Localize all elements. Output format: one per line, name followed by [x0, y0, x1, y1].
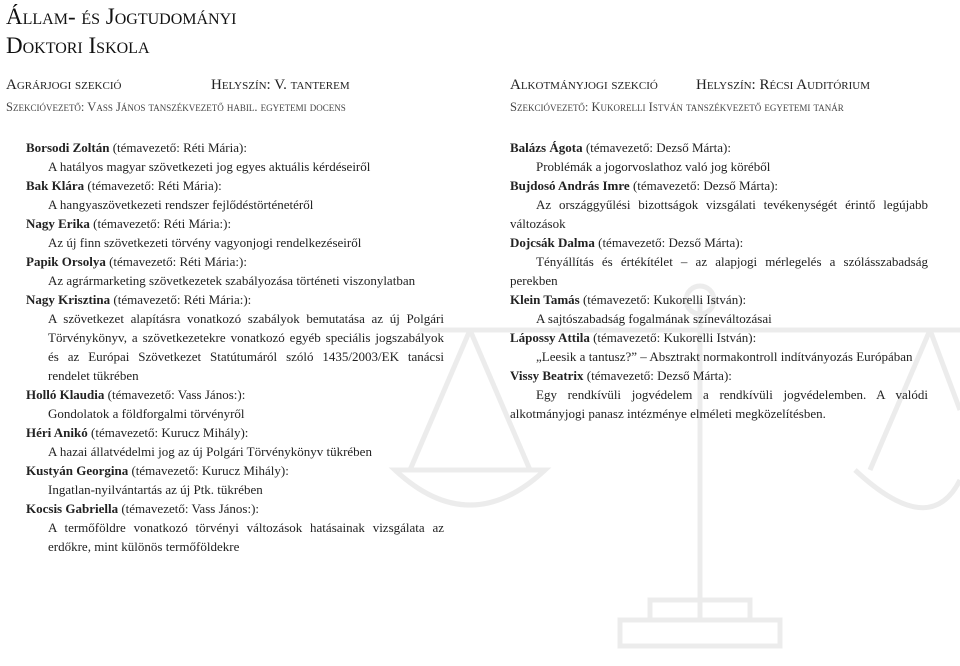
section-title: Agrárjogi szekció: [6, 77, 122, 93]
presentation-item: [26, 214, 444, 252]
presentation-topic: „Leesik a tantusz?” – Absztrakt normakontroll indítványozás Európában: [536, 349, 913, 364]
presentation-topic: A hatályos magyar szövetkezeti jog egyes aktuális kérdéseiről: [48, 159, 371, 174]
presentation-item: [26, 499, 444, 556]
presentation-item: [510, 366, 928, 423]
presentation-item: [510, 138, 928, 176]
supervisor: (témavezető: Réti Mária:):: [93, 216, 232, 231]
presenter-name: Borsodi Zoltán: [26, 140, 110, 155]
supervisor: (témavezető: Dezső Márta):: [598, 235, 744, 250]
presentation-item: [26, 461, 444, 499]
presentation-topic: Gondolatok a földforgalmi törvényről: [48, 406, 245, 421]
presentation-item: [510, 290, 928, 328]
presentation-topic: Egy rendkívüli jogvédelem a rendkívüli jogvédelemben. A valódi alkotmányjogi panasz intézménye elméleti megközelítésben.: [510, 387, 928, 421]
presentation-topic: A hazai állatvédelmi jog az új Polgári Törvénykönyv tükrében: [48, 444, 372, 459]
presenter-name: Holló Klaudia: [26, 387, 105, 402]
page-title: [6, 2, 237, 60]
presentation-topic: A hangyaszövetkezeti rendszer fejlődéstörténetéről: [48, 197, 314, 212]
presenter-name: Nagy Krisztina: [26, 292, 111, 307]
supervisor: (témavezető: Kurucz Mihály):: [131, 463, 289, 478]
section-chair: Szekcióvezető: Kukorelli István tanszékvezető egyetemi tanár: [510, 100, 844, 114]
supervisor: (témavezető: Réti Mária:):: [113, 292, 252, 307]
section-venue: Helyszín: Récsi Auditórium: [696, 77, 871, 93]
presentation-item: [26, 385, 444, 423]
supervisor: (témavezető: Dezső Márta):: [585, 140, 731, 155]
presenter-name: Balázs Ágota: [510, 140, 583, 155]
presenter-name: Nagy Erika: [26, 216, 90, 231]
section-venue: Helyszín: V. tanterem: [211, 77, 350, 93]
supervisor: (témavezető: Vass János:):: [121, 501, 260, 516]
presenter-name: Héri Anikó: [26, 425, 88, 440]
presentation-item: [26, 290, 444, 385]
presenter-name: Lápossy Attila: [510, 330, 590, 345]
presenter-name: Bujdosó András Imre: [510, 178, 630, 193]
presenter-name: Kustyán Georgina: [26, 463, 129, 478]
presenter-name: Dojcsák Dalma: [510, 235, 595, 250]
presentation-list: [510, 138, 928, 423]
title-line-2: Doktori Iskola: [6, 33, 150, 58]
supervisor: (témavezető: Vass János:):: [107, 387, 246, 402]
presentation-item: [510, 328, 928, 366]
presentation-topic: Az országgyűlési bizottságok vizsgálati tevékenységét érintő legújabb változások: [510, 197, 928, 231]
supervisor: (témavezető: Réti Mária):: [112, 140, 247, 155]
presentation-topic: Problémák a jogorvoslathoz való jog köréből: [536, 159, 771, 174]
presentation-topic: A termőföldre vonatkozó törvényi változások hatásainak vizsgálata az erdőkre, mint különös termőföldekre: [48, 520, 444, 554]
supervisor: (témavezető: Réti Mária:):: [109, 254, 247, 269]
presentation-list: [26, 138, 444, 556]
presentation-item: [510, 233, 928, 290]
presenter-name: Papik Orsolya: [26, 254, 106, 269]
presentation-item: [26, 138, 444, 176]
presenter-name: Bak Klára: [26, 178, 85, 193]
presentation-topic: Tényállítás és értékítélet – az alapjogi mérlegelés a szólásszabadság perekben: [510, 254, 928, 288]
presentation-topic: Az új finn szövetkezeti törvény vagyonjogi rendelkezéseiről: [48, 235, 362, 250]
supervisor: (témavezető: Kurucz Mihály):: [91, 425, 249, 440]
presentation-topic: A szövetkezet alapításra vonatkozó szabályok bemutatása az új Polgári Törvénykönyv, a szövetkezetekre vonatkozó egyéb speciális jogszabályok és az Európai Szövetkezet Statútumáról szóló 1435/2003/EK tanácsi rendelet tükrében: [48, 311, 444, 383]
presentation-item: [510, 176, 928, 233]
supervisor: (témavezető: Kukorelli István):: [582, 292, 747, 307]
presentation-topic: A sajtószabadság fogalmának színeváltozásai: [536, 311, 772, 326]
section-title: Alkotmányjogi szekció: [510, 77, 658, 93]
presenter-name: Klein Tamás: [510, 292, 580, 307]
supervisor: (témavezető: Dezső Márta):: [586, 368, 732, 383]
presentation-item: [26, 252, 444, 290]
title-line-1: Állam- és Jogtudományi: [6, 4, 237, 29]
supervisor: (témavezető: Dezső Márta):: [632, 178, 779, 193]
presentation-topic: Az agrármarketing szövetkezetek szabályozása történeti viszonylatban: [48, 273, 416, 288]
supervisor: (témavezető: Réti Mária):: [87, 178, 222, 193]
presentation-item: [26, 423, 444, 461]
supervisor: (témavezető: Kukorelli István):: [593, 330, 757, 345]
section-chair: Szekcióvezető: Vass János tanszékvezető habil. egyetemi docens: [6, 100, 346, 114]
presentation-topic: Ingatlan-nyilvántartás az új Ptk. tükrében: [48, 482, 263, 497]
presenter-name: Vissy Beatrix: [510, 368, 584, 383]
presenter-name: Kocsis Gabriella: [26, 501, 119, 516]
presentation-item: [26, 176, 444, 214]
